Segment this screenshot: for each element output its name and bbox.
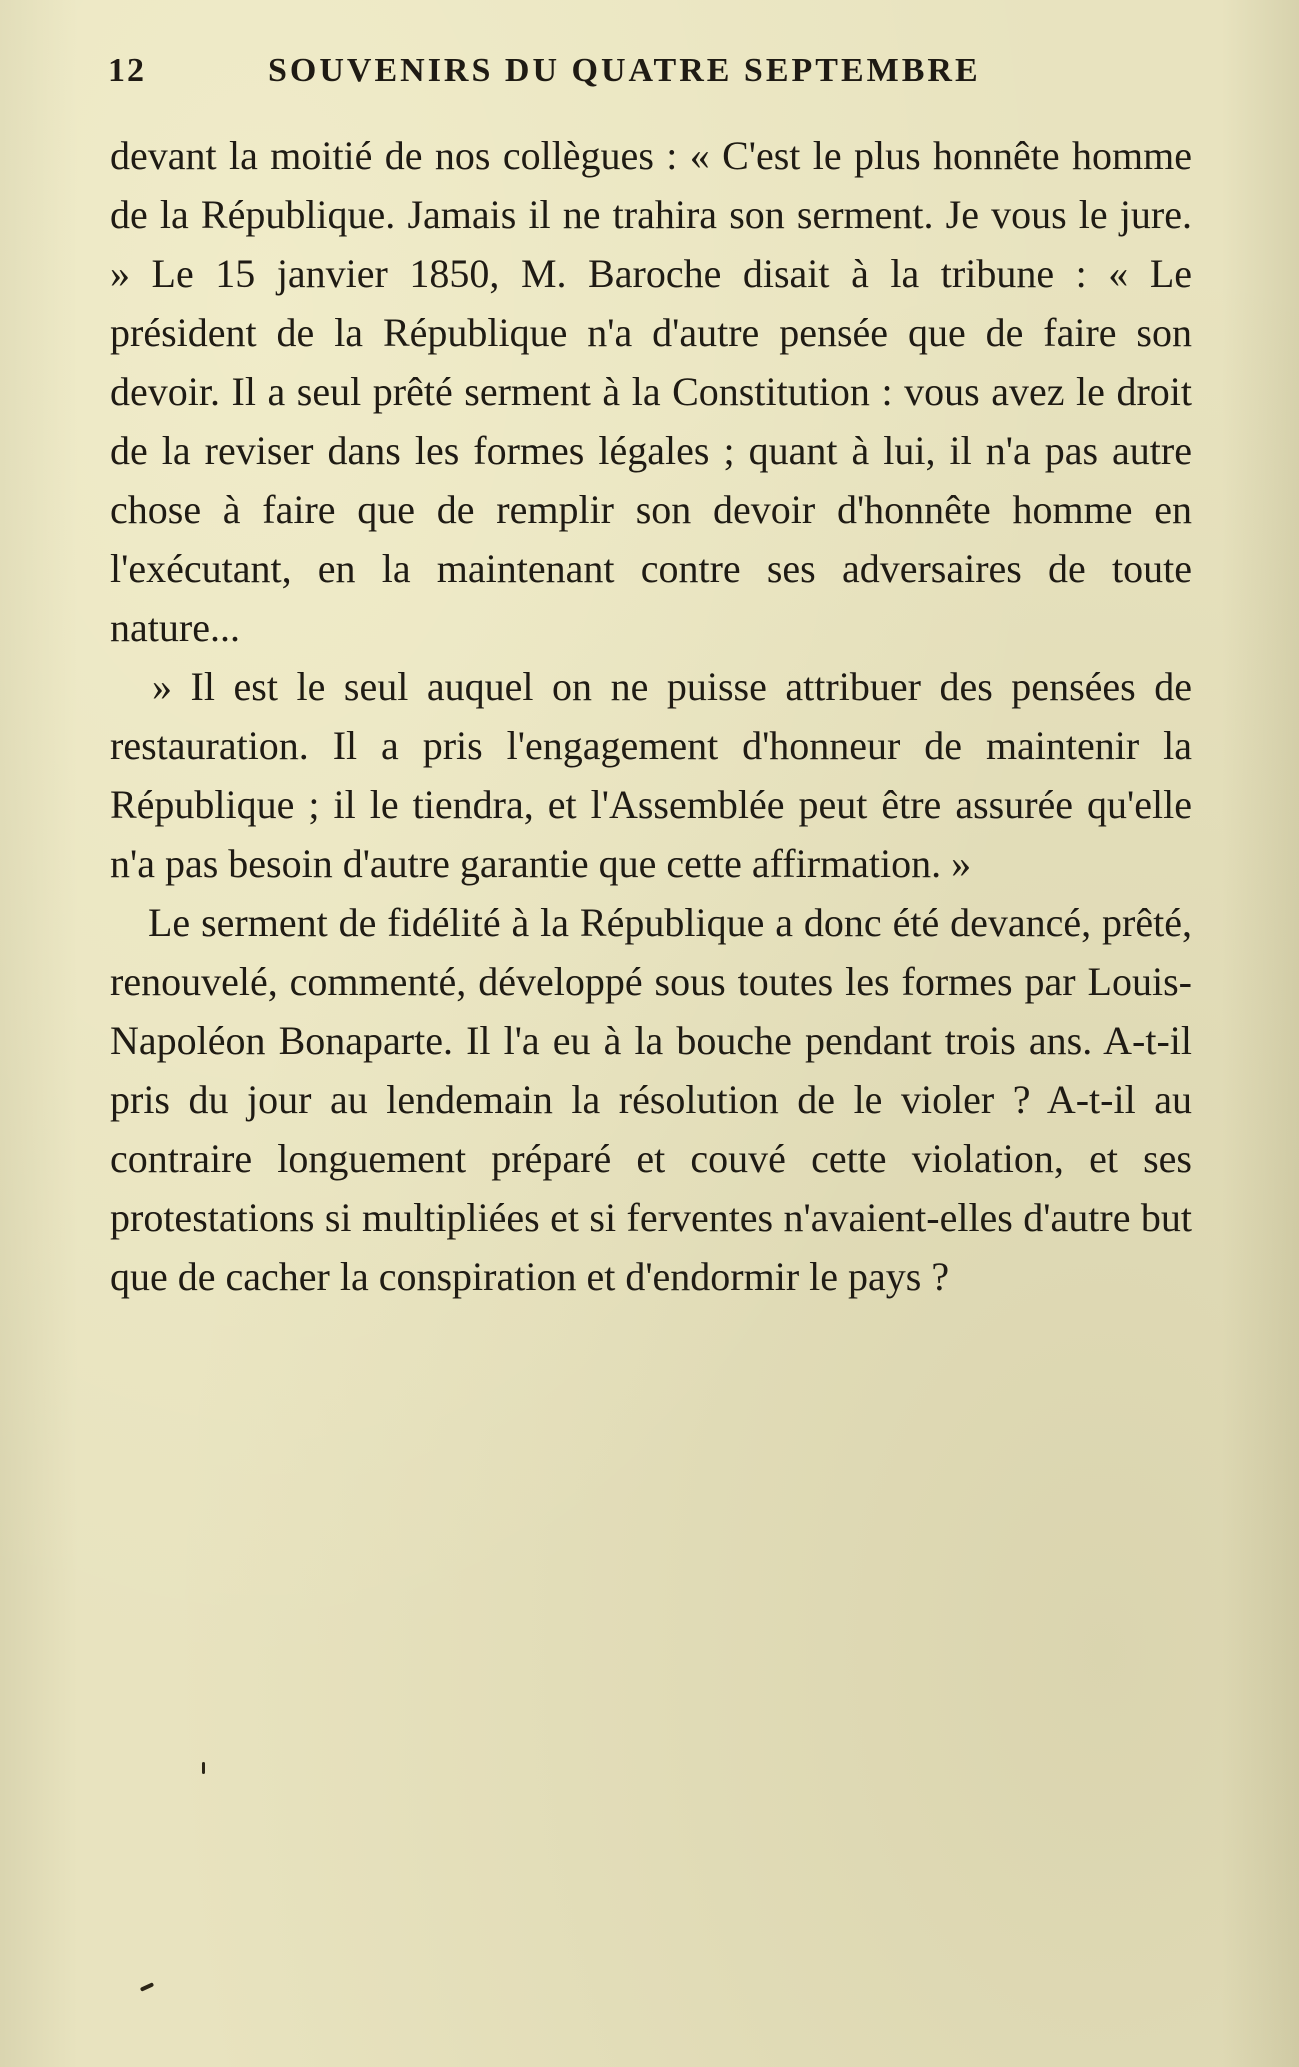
- paragraph-continuation: devant la moitié de nos collègues : « C'est le plus honnête homme de la République. Jamais il ne trahira son serment. Je vous le jure. » Le 15 janvier 1850, M. Baroche disait à la tribune : « Le président de la République n'a d'autre pensée que de faire son devoir. Il a seul prêté serment à la Constitution : vous avez le droit de la reviser dans les formes légales ; quant à lui, il n'a pas autre chose à faire que de remplir son devoir d'honnête homme en l'exécutant, en la maintenant contre ses adversaires de toute nature...: [110, 133, 1192, 650]
- running-title: SOUVENIRS DU QUATRE SEPTEMBRE: [268, 52, 981, 89]
- body-text: [110, 126, 1192, 1306]
- page-number: 12: [108, 52, 146, 89]
- running-head: [108, 50, 1208, 98]
- paragraph-quote-continued: » Il est le seul auquel on ne puisse attribuer des pensées de restauration. Il a pris l'engagement d'honneur de maintenir la République ; il le tiendra, et l'Assemblée peut être assurée qu'elle n'a pas besoin d'autre garantie que cette affirmation. »: [110, 664, 1192, 886]
- paragraph-oath: Le serment de fidélité à la République a donc été devancé, prêté, renouvelé, commenté, développé sous toutes les formes par Louis-Napoléon Bonaparte. Il l'a eu à la bouche pendant trois ans. A-t-il pris du jour au lendemain la résolution de le violer ? A-t-il au contraire longuement préparé et couvé cette violation, et ses protestations si multipliées et si ferventes n'avaient-elles d'autre but que de cacher la conspiration et d'endormir le pays ?: [110, 900, 1192, 1299]
- print-speck: [202, 1762, 205, 1774]
- print-speck: [140, 1982, 154, 1992]
